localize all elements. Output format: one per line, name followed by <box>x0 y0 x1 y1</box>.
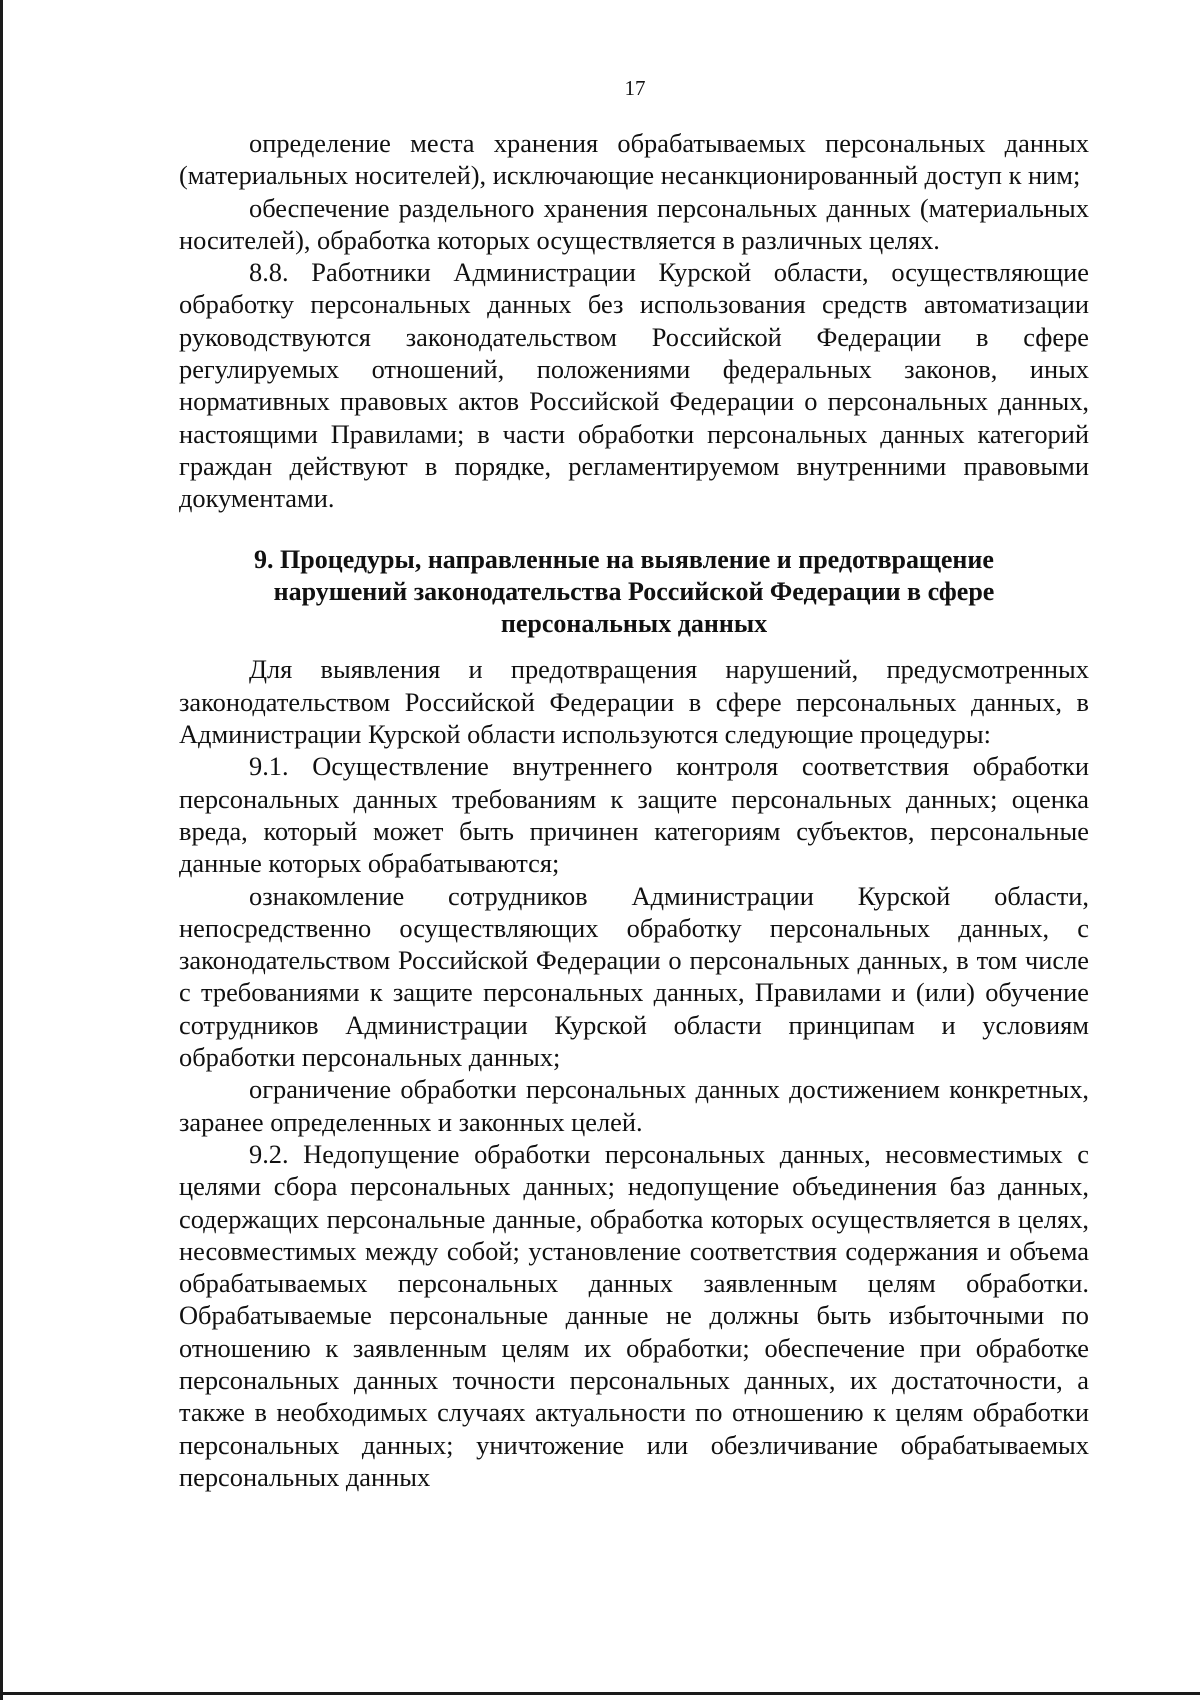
section-heading-9 <box>179 544 1089 641</box>
paragraph-processing-limitation: ограничение обработки персональных данных достижением конкретных, заранее определенных и законных целей. <box>179 1074 1089 1137</box>
section-heading-line-2: нарушений законодательства Российской Федерации в сфере <box>273 576 995 606</box>
scan-edge-left <box>0 0 3 1700</box>
page-number: 17 <box>624 76 646 100</box>
paragraph-8-8: 8.8. Работники Администрации Курской области, осуществляющие обработку персональных данных без использования средств автоматизации руководствуются законодательством Российской Федерации в сфере регулируемых отношений, положениями федеральных законов, иных нормативных правовых актов Российской Федерации о персональных данных, настоящими Правилами; в части обработки персональных данных категорий граждан действуют в порядке, регламентируемом внутренними правовыми документами. <box>179 257 1089 514</box>
scan-edge-bottom <box>0 1692 1200 1695</box>
section-heading-line-1: 9. Процедуры, направленные на выявление и предотвращение <box>254 544 994 574</box>
section-heading-line-3: персональных данных <box>500 609 768 639</box>
paragraph-storage-location: определение места хранения обрабатываемых персональных данных (материальных носителей), исключающие несанкционированный доступ к ним; <box>179 128 1089 191</box>
paragraph-staff-familiarization: ознакомление сотрудников Администрации Курской области, непосредственно осуществляющих обработку персональных данных, с законодательством Российской Федерации о персональных данных, в том числе с требованиями к защите персональных данных, Правилами и (или) обучение сотрудников Администрации Курской области принципам и условиям обработки персональных данных; <box>179 880 1089 1073</box>
paragraph-separate-storage: обеспечение раздельного хранения персональных данных (материальных носителей), обработка которых осуществляется в различных целях. <box>179 192 1089 255</box>
document-body <box>179 127 1089 1493</box>
paragraph-9-1: 9.1. Осуществление внутреннего контроля соответствия обработки персональных данных требованиям к защите персональных данных; оценка вреда, который может быть причинен категориям субъектов, персональные данные которых обрабатываются; <box>179 751 1089 879</box>
paragraph-9-2: 9.2. Недопущение обработки персональных данных, несовместимых с целями сбора персональных данных; недопущение объединения баз данных, содержащих персональные данные, обработка которых осуществляется в целях, несовместимых между собой; установление соответствия содержания и объема обрабатываемых персональных данных заявленным целям обработки. Обрабатываемые персональные данные не должны быть избыточными по отношению к заявленным целям их обработки; обеспечение при обработке персональных данных точности персональных данных, их достаточности, а также в необходимых случаях актуальности по отношению к целям обработки персональных данных; уничтожение или обезличивание обрабатываемых персональных данных <box>179 1138 1089 1492</box>
paragraph-intro-procedures: Для выявления и предотвращения нарушений, предусмотренных законодательством Российской Федерации в сфере персональных данных, в Администрации Курской области используются следующие процедуры: <box>179 654 1089 750</box>
